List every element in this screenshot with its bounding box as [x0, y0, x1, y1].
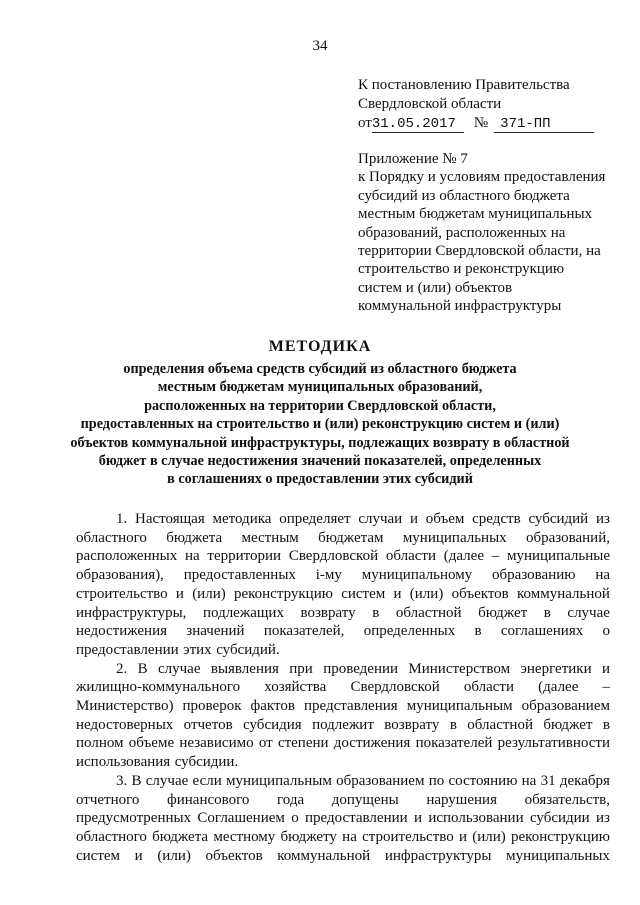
word: года — [277, 791, 305, 808]
document-subtitle — [0, 360, 640, 489]
word: и — [134, 847, 143, 864]
approval-line-2: Свердловской области — [358, 96, 502, 112]
word: случае — [145, 772, 189, 789]
word: в — [543, 604, 551, 621]
word: и — [601, 660, 610, 677]
word: субсидии — [529, 810, 590, 827]
word: образований, — [525, 529, 610, 546]
paragraph-line — [76, 604, 610, 623]
word: соглашениях — [500, 623, 584, 640]
word: (или) — [157, 847, 191, 864]
word: муниципальному — [361, 567, 473, 584]
word: независимо — [179, 735, 254, 752]
word: в — [372, 604, 380, 621]
word: средств — [472, 511, 521, 527]
word: объектов — [205, 847, 263, 864]
word: области — [463, 679, 515, 696]
word: муниципальных — [402, 529, 507, 546]
word: 3. — [116, 772, 128, 789]
word: расположенных — [76, 548, 178, 565]
paragraph-line — [76, 753, 610, 772]
paragraph-line — [76, 585, 610, 604]
appendix-line: строительство и реконструкцию — [358, 261, 565, 278]
word: объем — [425, 511, 465, 527]
paragraph-line — [76, 734, 610, 753]
word: предоставленных — [183, 567, 296, 584]
word: Соглашением — [197, 810, 285, 827]
word: субсидий — [528, 511, 589, 527]
appendix-line: субсидий из областного бюджета — [358, 187, 570, 204]
word: строительство — [76, 585, 168, 602]
resolution-number: 371-ПП — [494, 116, 594, 133]
word: финансового — [167, 791, 250, 808]
paragraph-line — [76, 828, 610, 847]
word: допущены — [331, 791, 399, 808]
appendix-line: систем и (или) объектов — [358, 279, 513, 296]
word: территории — [207, 548, 282, 565]
word: субсидии. — [174, 754, 239, 771]
word: использовании — [428, 810, 524, 827]
appendix-line: к Порядку и условиям предоставления — [358, 169, 606, 186]
word: при — [289, 660, 313, 677]
paragraph-line — [76, 697, 610, 716]
word: недостижения — [76, 623, 168, 640]
word: показателей — [415, 735, 493, 752]
subtitle-line: определения объема средств субсидий из областного бюджета — [123, 361, 517, 377]
word: бюджету — [280, 828, 337, 845]
document-title-block — [0, 336, 640, 489]
word: в — [474, 623, 482, 640]
paragraph-line — [76, 641, 610, 660]
word: выявления — [210, 660, 279, 677]
word: 31 — [540, 772, 556, 789]
word: и — [458, 828, 468, 845]
word: нарушения — [426, 791, 497, 808]
appendix-line: территории Свердловской области, на — [358, 243, 601, 260]
word: Министерством — [408, 660, 511, 677]
word: областного — [76, 529, 147, 546]
word: на — [184, 548, 200, 565]
word: областной — [395, 604, 462, 621]
word: муниципальным — [225, 772, 332, 789]
paragraph-line — [76, 791, 610, 810]
word: подлежит — [312, 716, 374, 733]
appendix-block — [358, 150, 628, 316]
word: отчетов — [183, 716, 233, 733]
word: использования — [76, 754, 171, 771]
word: местному — [213, 828, 276, 845]
word: методика — [212, 511, 272, 527]
word: систем — [76, 847, 121, 864]
appendix-line: местным бюджетам муниципальных — [358, 206, 593, 223]
subtitle-line: предоставленных на строительство и (или) реконструкцию систем и (или) — [80, 416, 560, 433]
word: инфраструктуры, — [76, 604, 187, 621]
word: субсидий. — [216, 641, 280, 658]
word: от — [258, 735, 273, 752]
number-sign: № — [473, 115, 489, 131]
word: отчетного — [76, 791, 140, 808]
word: если — [192, 772, 222, 789]
word: результативности — [497, 735, 610, 752]
resolution-date: 31.05.2017 — [372, 116, 464, 133]
word: i-му — [315, 567, 342, 584]
word: бюджета — [152, 828, 209, 845]
word: случае — [567, 604, 610, 621]
word: предоставлении — [305, 810, 408, 827]
word: коммунальной — [517, 585, 610, 602]
word: (далее — [443, 548, 484, 565]
word: на — [595, 567, 610, 584]
paragraph-1 — [76, 510, 610, 660]
word: бюджетам — [318, 529, 384, 546]
word: муниципальные — [506, 548, 610, 565]
date-prefix: от — [358, 115, 372, 131]
page-number: 34 — [312, 38, 328, 54]
paragraph-line — [76, 660, 610, 679]
paragraph-line — [76, 678, 610, 697]
subtitle-line: местным бюджетам муниципальных образований, — [157, 379, 483, 396]
word: проведении — [323, 660, 399, 677]
word: о — [291, 810, 299, 827]
word: предусмотренных — [76, 810, 192, 827]
word: (или) — [192, 585, 226, 602]
word: 1. — [116, 511, 128, 527]
paragraph-line — [76, 809, 610, 828]
appendix-line: образований, расположенных на — [358, 224, 566, 241]
paragraph-line — [76, 622, 610, 641]
document-title: МЕТОДИКА — [268, 338, 372, 355]
approval-date-line — [358, 114, 623, 133]
word: жилищно-коммунального — [76, 679, 241, 696]
word: 2. — [116, 660, 128, 677]
word: степени — [277, 735, 329, 752]
word: систем — [341, 585, 386, 602]
word: – — [491, 548, 500, 565]
paragraph-line — [76, 716, 610, 735]
word: муниципальных — [506, 847, 610, 864]
word: в — [449, 716, 457, 733]
word: В — [137, 660, 148, 677]
approval-line-1: К постановлению Правительства — [358, 77, 570, 93]
appendix-line: коммунальной инфраструктуры — [358, 298, 562, 315]
word: бюджета — [166, 529, 223, 546]
word: в — [602, 716, 610, 733]
word: проверок — [182, 698, 242, 715]
approval-block — [358, 76, 623, 133]
word: фактов — [250, 698, 295, 715]
word: Министерство) — [76, 698, 174, 715]
paragraph-line — [76, 510, 610, 529]
word: образованию — [492, 567, 576, 584]
word: и — [413, 810, 422, 827]
word: (или) — [409, 585, 444, 602]
word: подлежащих — [202, 604, 284, 621]
word: достижения — [333, 735, 411, 752]
word: (или) — [472, 828, 506, 845]
word: по — [428, 772, 445, 789]
word: муниципальным — [406, 698, 513, 715]
word: на — [521, 772, 537, 789]
word: области — [385, 548, 437, 565]
word: субсидия — [243, 716, 302, 733]
word: (далее — [538, 679, 579, 696]
word: недостоверных — [76, 716, 174, 733]
word: строительство — [362, 828, 454, 845]
word: значений — [186, 623, 245, 640]
subtitle-line: бюджет в случае недостижения значений показателей, определенных — [98, 453, 542, 470]
word: реконструкцию — [233, 585, 333, 602]
word: областной — [467, 716, 533, 733]
paragraph-3 — [76, 772, 610, 866]
word: полном — [76, 735, 124, 752]
word: и — [393, 585, 402, 602]
subtitle-line: в соглашениях о предоставлении этих субсидий — [167, 471, 473, 488]
word: коммунальной — [277, 847, 371, 864]
word: и — [409, 511, 418, 527]
paragraph-line — [76, 847, 610, 866]
word: инфраструктуры — [384, 847, 492, 864]
word: определенных — [363, 623, 456, 640]
word: на — [342, 828, 357, 845]
word: образованием — [521, 698, 610, 715]
word: реконструкцию — [511, 828, 610, 845]
subtitle-line: объектов коммунальной инфраструктуры, подлежащих возврату в областной — [70, 434, 570, 451]
word: объектов — [451, 585, 509, 602]
paragraph-line — [76, 566, 610, 585]
word: возврату — [384, 716, 440, 733]
word: образованием — [336, 772, 425, 789]
word: случаи — [358, 511, 403, 527]
word: и — [175, 585, 184, 602]
appendix-line: Приложение № 7 — [358, 151, 468, 167]
word: показателей, — [263, 623, 345, 640]
word: состоянию — [448, 772, 518, 789]
word: декабря — [559, 772, 610, 789]
word: Настоящая — [135, 511, 205, 527]
paragraph-line — [76, 772, 610, 791]
word: – — [602, 679, 610, 696]
word: из — [596, 810, 610, 827]
word: Свердловской — [288, 548, 379, 565]
word: обязательств, — [524, 791, 610, 808]
word: В — [131, 772, 142, 789]
word: образования), — [76, 567, 164, 584]
word: представления — [304, 698, 398, 715]
word: объеме — [128, 735, 175, 752]
paragraph-line — [76, 547, 610, 566]
word: местным — [241, 529, 299, 546]
word: из — [595, 511, 610, 527]
paragraph-2 — [76, 660, 610, 772]
word: определяет — [279, 511, 351, 527]
word: бюджет — [543, 716, 593, 733]
document-body — [76, 510, 610, 865]
word: предоставлении — [76, 641, 179, 658]
word: возврату — [300, 604, 356, 621]
word: Свердловской — [350, 679, 440, 696]
word: хозяйства — [264, 679, 327, 696]
word: этих — [183, 641, 212, 658]
paragraph-line — [76, 529, 610, 548]
word: о — [602, 623, 610, 640]
word: случае — [157, 660, 201, 677]
word: бюджет — [478, 604, 528, 621]
word: энергетики — [520, 660, 592, 677]
word: областного — [76, 828, 147, 845]
subtitle-line: расположенных на территории Свердловской области, — [144, 397, 496, 414]
